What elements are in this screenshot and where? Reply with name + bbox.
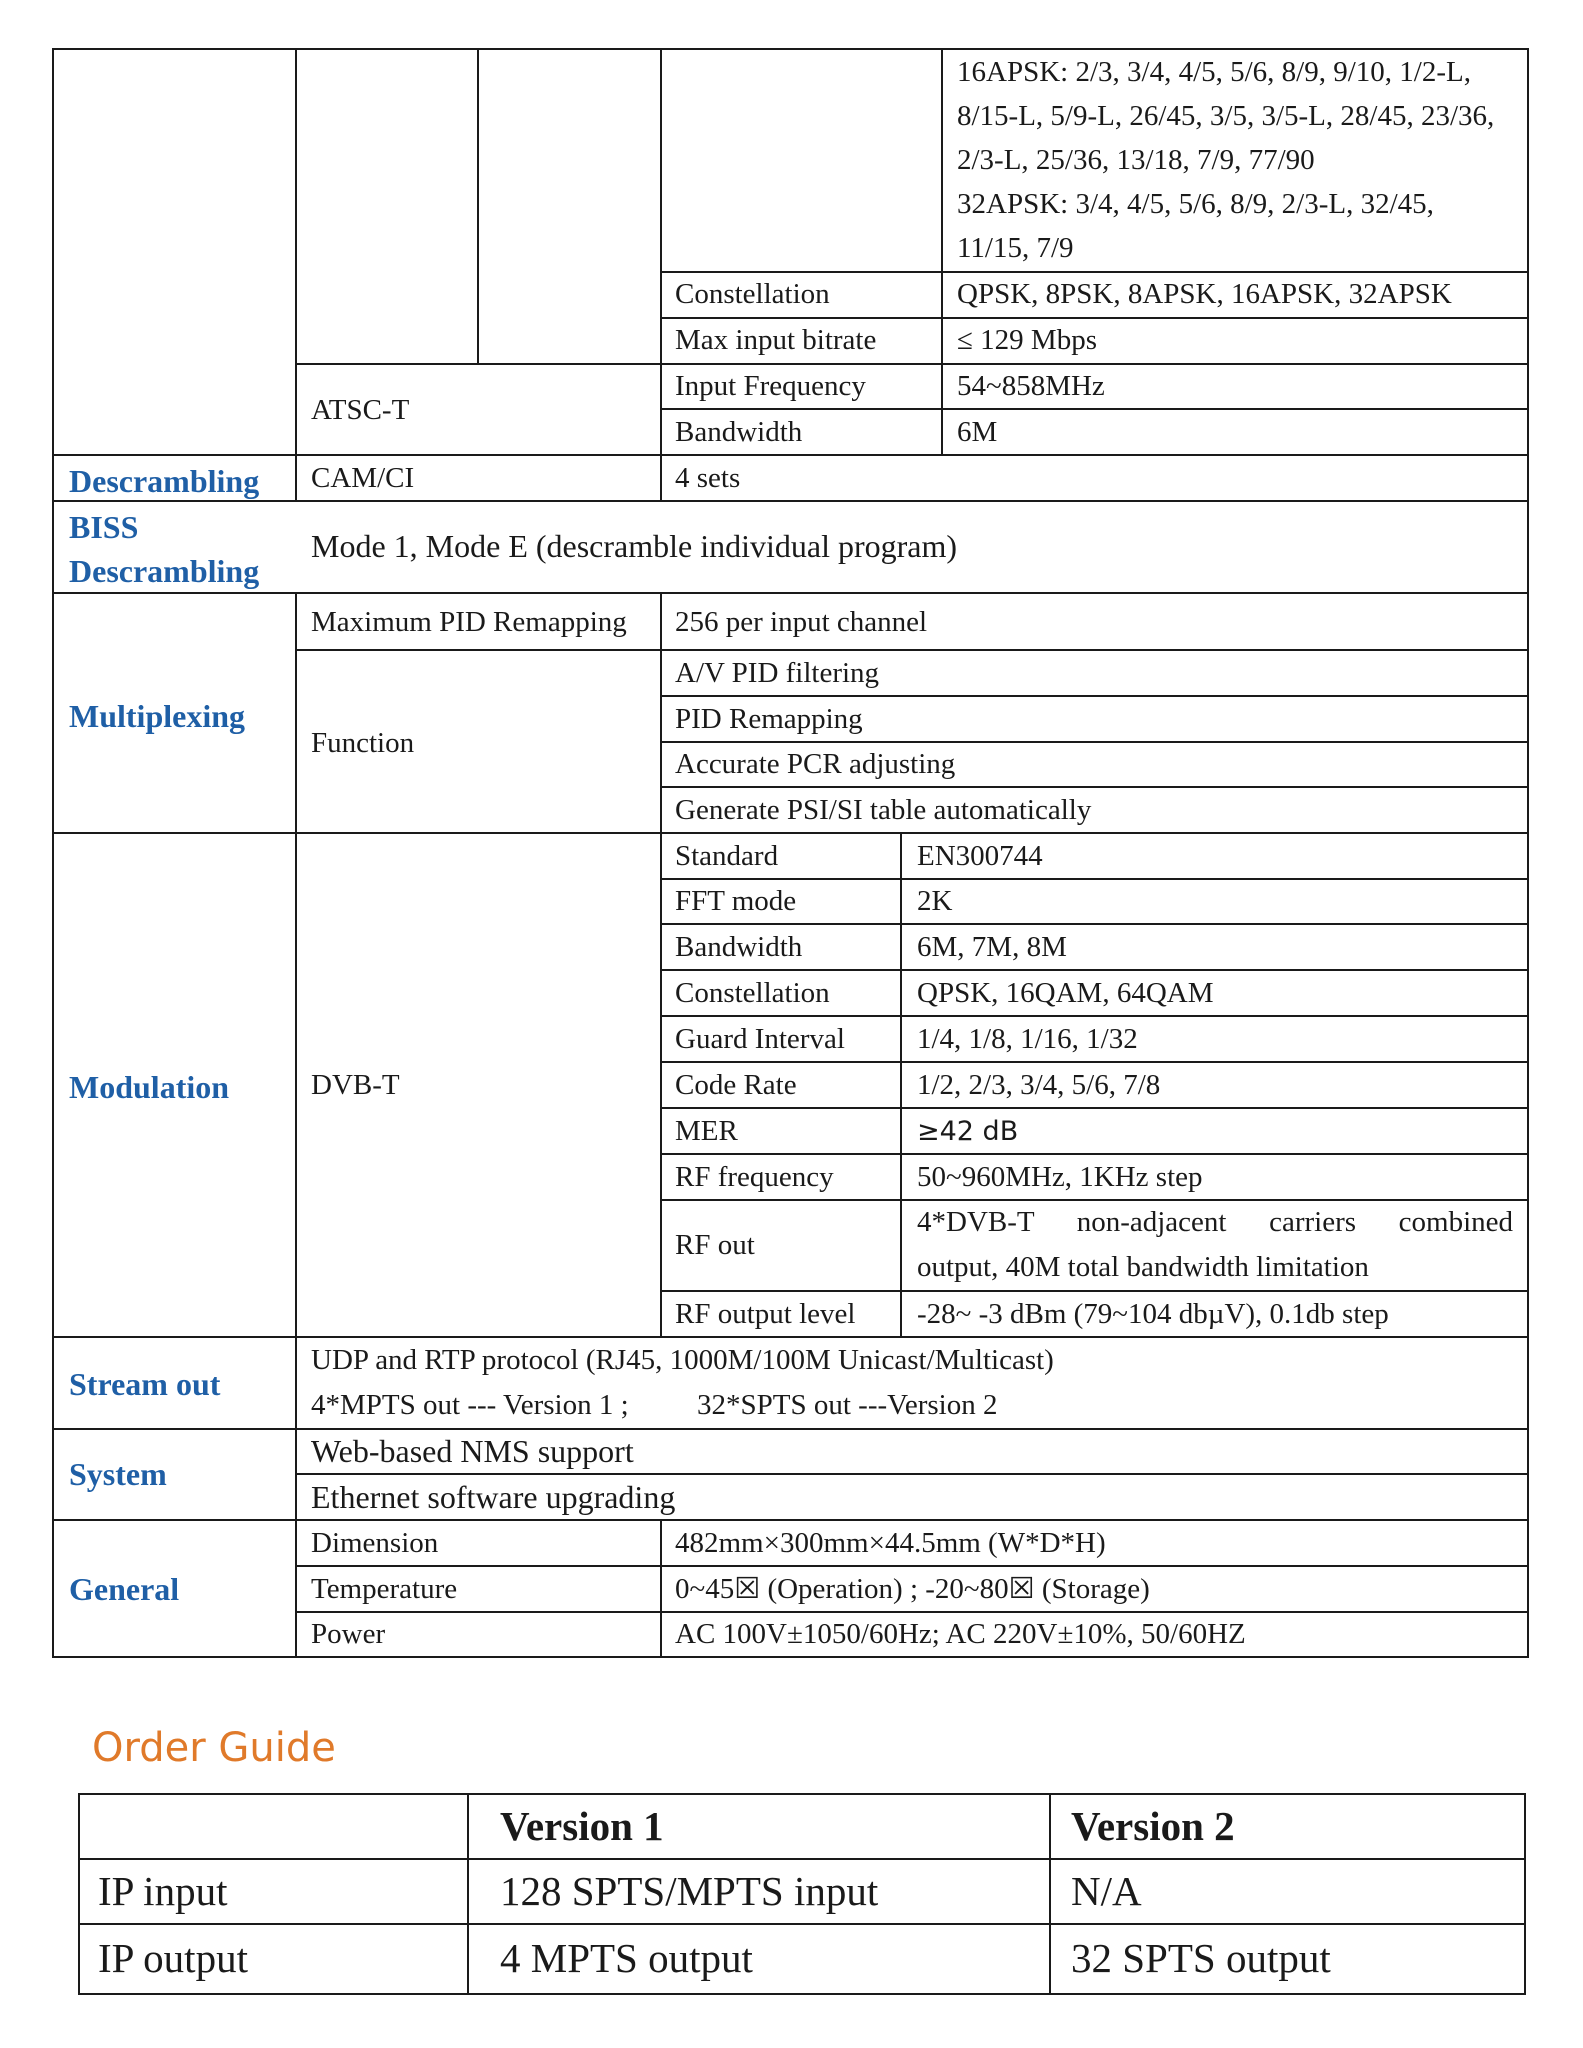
- modulation-row-label: MER: [675, 1115, 738, 1147]
- system-line-1: Web-based NMS support: [311, 1433, 634, 1469]
- apsk16-code-rates-line-3: 2/3-L, 25/36, 13/18, 7/9, 77/90: [957, 144, 1315, 176]
- modulation-row-value: 50~960MHz, 1KHz step: [917, 1161, 1203, 1193]
- section-modulation: Modulation: [69, 1069, 230, 1105]
- modulation-row-value: EN300744: [917, 840, 1043, 872]
- section-general: General: [69, 1571, 180, 1607]
- modulation-row-label: FFT mode: [675, 885, 797, 917]
- modulation-row-value: 6M, 7M, 8M: [917, 931, 1067, 963]
- general-row-value: 482mm×300mm×44.5mm (W*D*H): [675, 1527, 1106, 1559]
- modulation-row-value: ≥42 dB: [917, 1116, 1019, 1147]
- bandwidth-value: 6M: [957, 416, 998, 448]
- rf-out-label: RF out: [675, 1229, 755, 1261]
- biss-value: Mode 1, Mode E (descramble individual program): [311, 528, 958, 564]
- system-line-2: Ethernet software upgrading: [311, 1479, 676, 1515]
- stream-out-version-1: 4*MPTS out --- Version 1 ;: [311, 1389, 629, 1421]
- general-row-value: 0~45☒ (Operation) ; -20~80☒ (Storage): [675, 1573, 1150, 1605]
- max-pid-remapping-value: 256 per input channel: [675, 606, 928, 638]
- function-item: A/V PID filtering: [675, 657, 880, 689]
- order-guide-cell: IP output: [98, 1935, 248, 1981]
- modulation-row-value: QPSK, 16QAM, 64QAM: [917, 977, 1214, 1009]
- constellation-label: Constellation: [675, 278, 830, 310]
- section-biss-line-1: BISS: [69, 509, 139, 545]
- modulation-row-label: Constellation: [675, 977, 830, 1009]
- function-item: PID Remapping: [675, 703, 863, 735]
- section-descrambling: Descrambling: [69, 463, 260, 499]
- cam-ci-label: CAM/CI: [311, 462, 415, 494]
- function-item: Accurate PCR adjusting: [675, 748, 956, 780]
- general-row-label: Dimension: [311, 1527, 439, 1559]
- general-row-value: AC 100V±1050/60Hz; AC 220V±10%, 50/60HZ: [675, 1618, 1246, 1650]
- max-pid-remapping-label: Maximum PID Remapping: [311, 606, 627, 638]
- rf-output-level-value: -28~ -3 dBm (79~104 dbµV), 0.1db step: [917, 1298, 1389, 1330]
- function-label: Function: [311, 727, 415, 759]
- order-guide-cell: 32 SPTS output: [1071, 1935, 1331, 1981]
- modulation-row-label: Guard Interval: [675, 1023, 845, 1055]
- order-guide-cell: 128 SPTS/MPTS input: [500, 1868, 879, 1914]
- order-guide-cell: 4 MPTS output: [500, 1935, 753, 1981]
- max-bitrate-label: Max input bitrate: [675, 324, 877, 356]
- order-guide-cell: N/A: [1071, 1868, 1142, 1914]
- bandwidth-label: Bandwidth: [675, 416, 803, 448]
- modulation-row-label: Standard: [675, 840, 779, 872]
- dvb-t-label: DVB-T: [311, 1069, 400, 1101]
- section-biss-line-2: Descrambling: [69, 553, 260, 589]
- modulation-row-value: 1/4, 1/8, 1/16, 1/32: [917, 1023, 1138, 1055]
- modulation-row-value: 2K: [917, 885, 953, 917]
- input-frequency-label: Input Frequency: [675, 370, 866, 402]
- max-bitrate-value: ≤ 129 Mbps: [957, 324, 1097, 356]
- constellation-value: QPSK, 8PSK, 8APSK, 16APSK, 32APSK: [957, 278, 1452, 310]
- order-guide-header: Version 2: [1071, 1803, 1235, 1849]
- input-frequency-value: 54~858MHz: [957, 370, 1105, 402]
- rf-out-value-line-1: 4*DVB-T non-adjacent carriers combined: [917, 1206, 1513, 1238]
- modulation-row-label: Code Rate: [675, 1069, 797, 1101]
- general-row-label: Power: [311, 1618, 386, 1650]
- section-system: System: [69, 1456, 167, 1492]
- function-item: Generate PSI/SI table automatically: [675, 794, 1092, 826]
- general-row-label: Temperature: [311, 1573, 458, 1605]
- order-guide-cell: IP input: [98, 1868, 228, 1914]
- rf-out-value-line-2: output, 40M total bandwidth limitation: [917, 1251, 1369, 1283]
- modulation-row-value: 1/2, 2/3, 3/4, 5/6, 7/8: [917, 1069, 1161, 1101]
- apsk16-code-rates-line-1: 16APSK: 2/3, 3/4, 4/5, 5/6, 8/9, 9/10, 1/2-L,: [957, 56, 1471, 88]
- stream-out-version-2: 32*SPTS out ---Version 2: [697, 1389, 998, 1421]
- cam-ci-value: 4 sets: [675, 462, 741, 494]
- modulation-row-label: RF frequency: [675, 1161, 834, 1193]
- stream-out-line-1: UDP and RTP protocol (RJ45, 1000M/100M Unicast/Multicast): [311, 1344, 1054, 1376]
- order-guide-title: Order Guide: [92, 1725, 336, 1771]
- atsc-t-label: ATSC-T: [311, 394, 410, 426]
- apsk32-code-rates-line-2: 11/15, 7/9: [957, 232, 1074, 264]
- modulation-row-label: Bandwidth: [675, 931, 803, 963]
- section-multiplexing: Multiplexing: [69, 698, 246, 734]
- order-guide-header: Version 1: [500, 1803, 664, 1849]
- apsk16-code-rates-line-2: 8/15-L, 5/9-L, 26/45, 3/5, 3/5-L, 28/45, 23/36,: [957, 100, 1495, 132]
- rf-output-level-label: RF output level: [675, 1298, 856, 1330]
- section-stream-out: Stream out: [69, 1366, 221, 1402]
- apsk32-code-rates-line-1: 32APSK: 3/4, 4/5, 5/6, 8/9, 2/3-L, 32/45,: [957, 188, 1434, 220]
